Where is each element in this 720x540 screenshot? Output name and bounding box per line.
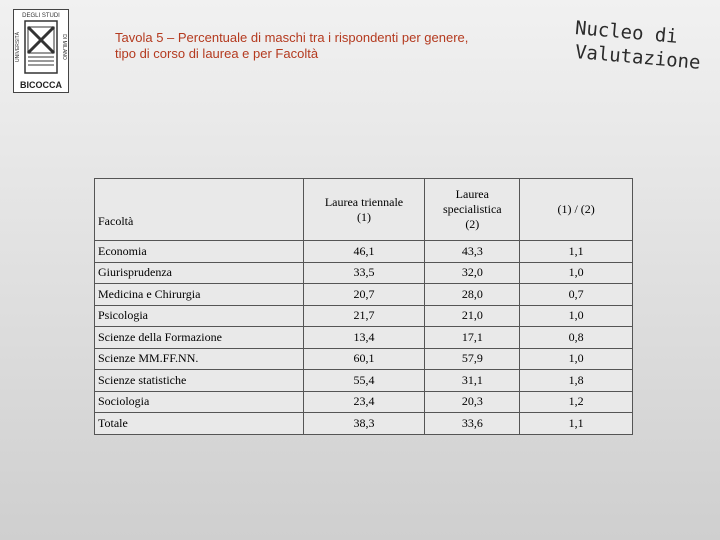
header-specialistica-line-3: (2) bbox=[465, 217, 480, 231]
row-specialistica-value: 57,9 bbox=[425, 348, 520, 370]
nucleo-valutazione-brand bbox=[576, 16, 716, 86]
row-facolta-name: Psicologia bbox=[95, 305, 304, 327]
header-specialistica-line-1: Laurea bbox=[455, 187, 489, 201]
row-facolta-name: Medicina e Chirurgia bbox=[95, 284, 304, 306]
table-row bbox=[95, 284, 633, 306]
male-percentage-table bbox=[94, 178, 633, 435]
brand-line-1: Nucleo di bbox=[574, 17, 679, 48]
header-ratio: (1) / (2) bbox=[520, 179, 633, 241]
row-specialistica-value: 17,1 bbox=[425, 327, 520, 349]
university-logo bbox=[13, 9, 69, 93]
table-row bbox=[95, 348, 633, 370]
row-specialistica-value: 31,1 bbox=[425, 370, 520, 392]
row-facolta-name: Giurisprudenza bbox=[95, 262, 304, 284]
header-triennale-line-1: Laurea triennale bbox=[324, 194, 404, 209]
row-triennale-value: 38,3 bbox=[303, 413, 425, 435]
table-row bbox=[95, 262, 633, 284]
page-title bbox=[115, 30, 545, 62]
row-triennale-value: 55,4 bbox=[303, 370, 425, 392]
row-triennale-value: 13,4 bbox=[303, 327, 425, 349]
row-ratio-value: 1,8 bbox=[520, 370, 633, 392]
row-ratio-value: 1,1 bbox=[520, 241, 633, 263]
row-facolta-name: Sociologia bbox=[95, 391, 304, 413]
row-ratio-value: 1,2 bbox=[520, 391, 633, 413]
header-triennale-line-2: (1) bbox=[356, 209, 371, 224]
row-specialistica-value: 20,3 bbox=[425, 391, 520, 413]
table-row bbox=[95, 241, 633, 263]
header-specialistica-line-2: specialistica bbox=[442, 202, 502, 216]
table-row bbox=[95, 327, 633, 349]
row-ratio-value: 1,0 bbox=[520, 348, 633, 370]
table-row bbox=[95, 370, 633, 392]
row-triennale-value: 46,1 bbox=[303, 241, 425, 263]
row-facolta-name: Scienze MM.FF.NN. bbox=[95, 348, 304, 370]
title-line-1: Tavola 5 – Percentuale di maschi tra i rispondenti per genere, bbox=[115, 30, 469, 45]
logo-text-left: UNIVERSITÀ bbox=[15, 31, 21, 63]
row-triennale-value: 20,7 bbox=[303, 284, 425, 306]
row-ratio-value: 0,7 bbox=[520, 284, 633, 306]
row-specialistica-value: 28,0 bbox=[425, 284, 520, 306]
row-ratio-value: 0,8 bbox=[520, 327, 633, 349]
row-specialistica-value: 21,0 bbox=[425, 305, 520, 327]
row-specialistica-value: 43,3 bbox=[425, 241, 520, 263]
row-triennale-value: 33,5 bbox=[303, 262, 425, 284]
brand-line-2: Valutazione bbox=[574, 41, 702, 74]
row-facolta-name: Economia bbox=[95, 241, 304, 263]
bicocca-logo-icon bbox=[13, 9, 69, 93]
row-facolta-name: Scienze statistiche bbox=[95, 370, 304, 392]
header-triennale bbox=[303, 179, 425, 241]
data-table-container bbox=[94, 178, 633, 435]
header-facolta: Facoltà bbox=[95, 179, 304, 241]
title-line-2: tipo di corso di laurea e per Facoltà bbox=[115, 46, 319, 61]
row-ratio-value: 1,0 bbox=[520, 305, 633, 327]
row-ratio-value: 1,0 bbox=[520, 262, 633, 284]
row-triennale-value: 60,1 bbox=[303, 348, 425, 370]
row-triennale-value: 23,4 bbox=[303, 391, 425, 413]
logo-text-top: DEGLI STUDI bbox=[22, 13, 60, 19]
header-specialistica bbox=[425, 179, 520, 241]
row-specialistica-value: 32,0 bbox=[425, 262, 520, 284]
row-triennale-value: 21,7 bbox=[303, 305, 425, 327]
row-specialistica-value: 33,6 bbox=[425, 413, 520, 435]
table-row bbox=[95, 391, 633, 413]
logo-text-right: DI MILANO bbox=[61, 34, 67, 60]
row-facolta-name: Scienze della Formazione bbox=[95, 327, 304, 349]
table-row bbox=[95, 305, 633, 327]
row-ratio-value: 1,1 bbox=[520, 413, 633, 435]
table-row-total bbox=[95, 413, 633, 435]
table-header-row bbox=[95, 179, 633, 241]
row-facolta-name: Totale bbox=[95, 413, 304, 435]
logo-text-bottom: BICOCCA bbox=[20, 80, 62, 90]
